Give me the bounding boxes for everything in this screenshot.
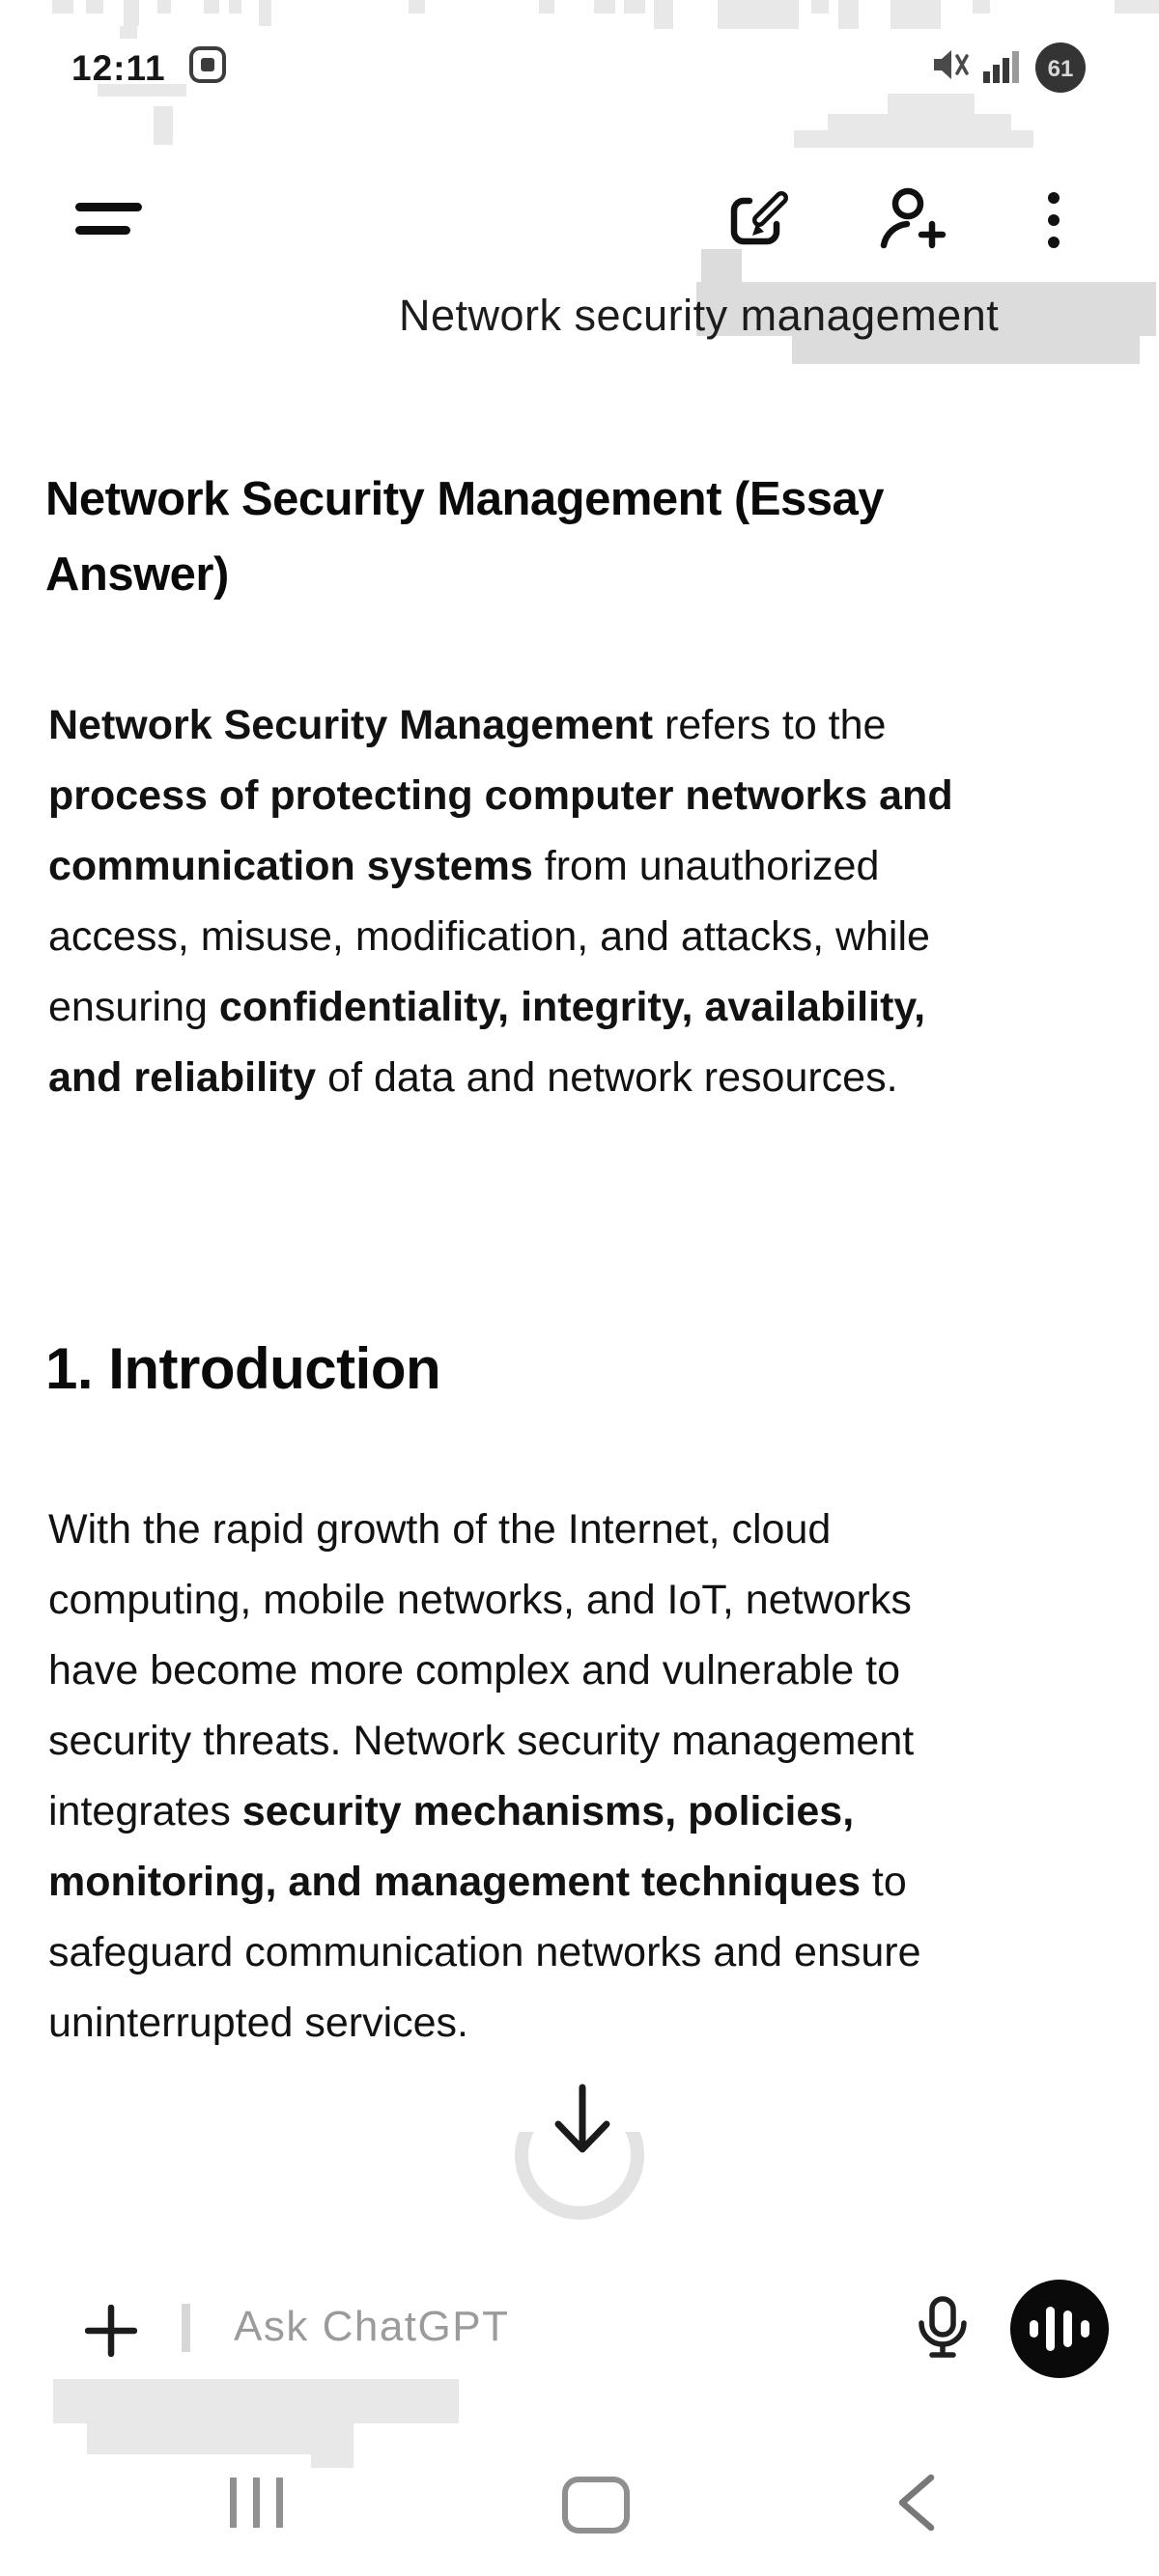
attach-button[interactable]	[85, 2305, 137, 2357]
back-button[interactable]	[894, 2474, 937, 2532]
battery-percent: 61	[1047, 56, 1074, 82]
blur-artifact	[973, 0, 990, 14]
blur-artifact	[890, 0, 941, 29]
essay-heading: Network Security Management (Essay Answer)	[45, 473, 885, 601]
blur-artifact	[654, 0, 673, 29]
blur-artifact	[811, 0, 829, 14]
blur-artifact	[154, 106, 173, 145]
back-chevron-icon	[894, 2474, 937, 2532]
text-cursor	[182, 2304, 190, 2352]
sound-muted-icon	[930, 48, 973, 81]
blur-artifact	[1115, 0, 1159, 14]
dictate-button[interactable]	[913, 2296, 971, 2362]
blur-artifact	[87, 2422, 319, 2454]
blur-artifact	[828, 114, 1011, 131]
signal-strength-icon	[981, 48, 1022, 85]
scroll-to-bottom-button[interactable]	[502, 2057, 666, 2230]
section-heading: 1. Introduction	[45, 1336, 441, 1401]
more-options-button[interactable]	[1043, 189, 1064, 253]
blur-artifact	[120, 26, 137, 39]
voice-mode-button[interactable]	[1009, 2279, 1110, 2379]
blur-artifact	[838, 0, 859, 29]
recents-icon	[230, 2478, 237, 2528]
compose-icon	[724, 185, 794, 255]
add-person-button[interactable]	[872, 187, 953, 253]
ask-chatgpt-input[interactable]	[232, 2302, 834, 2352]
blur-artifact	[229, 0, 241, 14]
intro-paragraph: Network Security Management refers to the process of protecting computer networks and communication systems from unauthorized access, misuse, modification, and attacks, while ensuring confidentiality, integrity, availability, and reliability of data and network resources.	[48, 702, 953, 1101]
plus-icon	[85, 2305, 137, 2357]
blur-artifact	[794, 130, 1033, 148]
blur-artifact	[311, 2414, 353, 2468]
section-paragraph: With the rapid growth of the Internet, cloud computing, mobile networks, and IoT, networks have become more complex and vulnerable to security threats. Network security management integrates security mechanisms, policies, monitoring, and management techniques to safeguard communication networks and ensure uninterrupted services.	[48, 1506, 921, 2046]
microphone-icon	[913, 2296, 971, 2362]
notification-app-icon	[187, 44, 228, 85]
person-add-icon	[872, 187, 953, 253]
status-time: 12:11	[71, 48, 166, 88]
blur-artifact	[86, 0, 103, 14]
home-button[interactable]	[562, 2477, 630, 2534]
voice-waveform-icon	[1009, 2279, 1110, 2379]
kebab-menu-icon	[1043, 189, 1064, 253]
blur-artifact	[718, 0, 799, 29]
blur-artifact	[594, 0, 615, 14]
chat-title: Network security management	[399, 291, 1000, 340]
battery-icon	[1033, 41, 1088, 95]
menu-icon	[75, 203, 142, 211]
blur-artifact	[409, 0, 425, 14]
blur-artifact	[124, 0, 139, 26]
blur-artifact	[157, 0, 171, 14]
new-chat-button[interactable]	[724, 185, 794, 255]
blur-artifact	[624, 0, 645, 14]
blur-artifact	[53, 2379, 459, 2423]
blur-artifact	[888, 94, 975, 115]
blur-artifact	[204, 0, 219, 14]
blur-artifact	[539, 0, 554, 14]
blur-artifact	[259, 0, 271, 26]
blur-artifact	[52, 0, 73, 14]
